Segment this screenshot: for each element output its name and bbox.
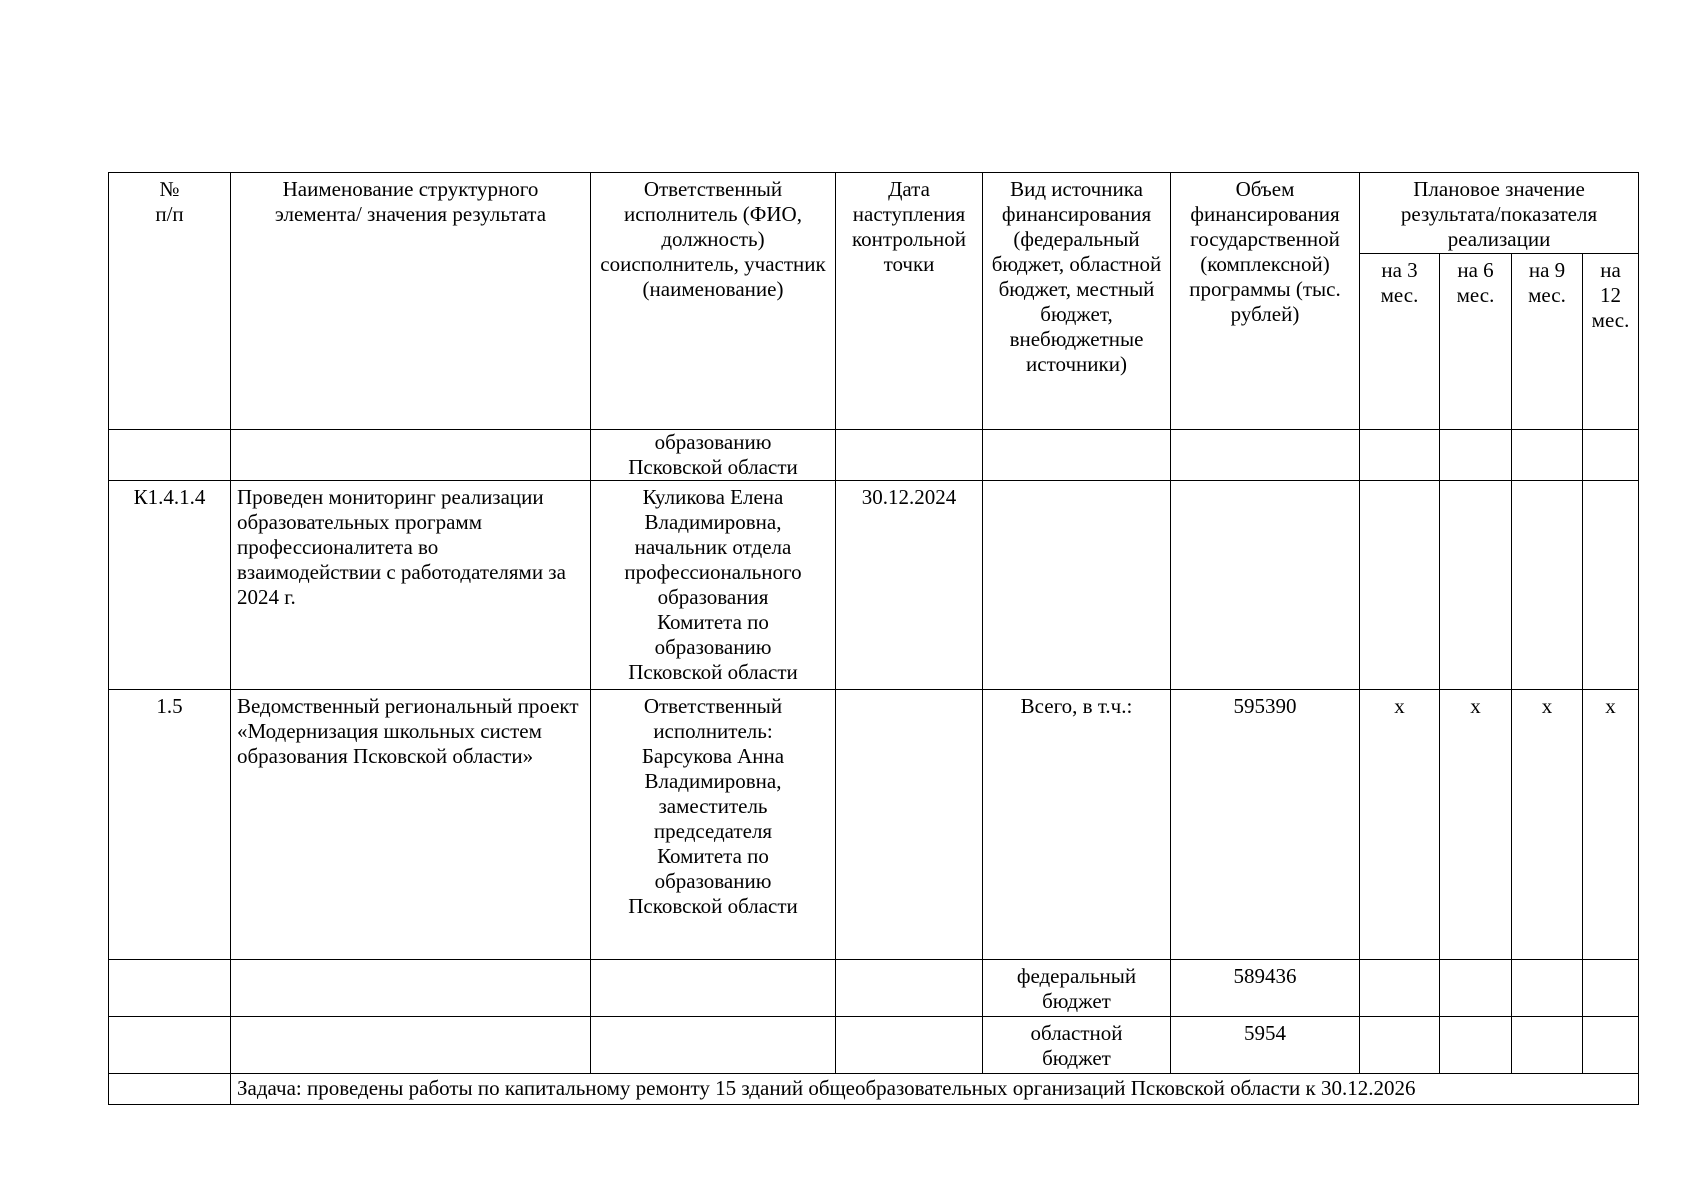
cell-m9 xyxy=(1512,481,1583,690)
cell-volume: 5954 xyxy=(1171,1017,1360,1074)
cell-name xyxy=(231,960,591,1017)
cell-responsible xyxy=(591,1017,836,1074)
cell-m6 xyxy=(1440,1017,1512,1074)
header-name: Наименование структурного элемента/ значения результата xyxy=(231,173,591,430)
header-m6: на 6 мес. xyxy=(1440,254,1512,430)
cell-name: Ведомственный региональный проект «Модернизация школьных систем образования Псковской области» xyxy=(231,690,591,960)
cell-m3 xyxy=(1360,1017,1440,1074)
cell-m3: x xyxy=(1360,690,1440,960)
cell-date xyxy=(836,960,983,1017)
header-m3: на 3 мес. xyxy=(1360,254,1440,430)
cell-source xyxy=(983,481,1171,690)
header-date: Дата наступления контрольной точки xyxy=(836,173,983,430)
cell-m9 xyxy=(1512,1017,1583,1074)
cell-num xyxy=(109,1017,231,1074)
cell-name: Проведен мониторинг реализации образовательных программ профессионалитета во взаимодействии с работодателями за 2024 г. xyxy=(231,481,591,690)
cell-responsible: образованию Псковской области xyxy=(591,430,836,481)
table-row xyxy=(109,960,1639,1017)
header-row xyxy=(109,173,1639,254)
header-m12: на 12 мес. xyxy=(1583,254,1639,430)
cell-source: федеральный бюджет xyxy=(983,960,1171,1017)
cell-num xyxy=(109,960,231,1017)
cell-num xyxy=(109,430,231,481)
header-num: № п/п xyxy=(109,173,231,430)
cell-m3 xyxy=(1360,430,1440,481)
cell-m6: x xyxy=(1440,690,1512,960)
cell-date xyxy=(836,1017,983,1074)
cell-name xyxy=(231,1017,591,1074)
cell-name xyxy=(231,430,591,481)
cell-volume: 589436 xyxy=(1171,960,1360,1017)
table-row xyxy=(109,481,1639,690)
header-source: Вид источника финансирования (федеральный бюджет, областной бюджет, местный бюджет, внебюджетные источники) xyxy=(983,173,1171,430)
cell-date xyxy=(836,690,983,960)
cell-source: областной бюджет xyxy=(983,1017,1171,1074)
cell-date xyxy=(836,430,983,481)
cell-m6 xyxy=(1440,960,1512,1017)
cell-source xyxy=(983,430,1171,481)
cell-m6 xyxy=(1440,481,1512,690)
header-m9: на 9 мес. xyxy=(1512,254,1583,430)
cell-m12 xyxy=(1583,1017,1639,1074)
plan-table xyxy=(108,172,1639,1105)
cell-m12 xyxy=(1583,960,1639,1017)
cell-m3 xyxy=(1360,481,1440,690)
cell-responsible xyxy=(591,960,836,1017)
task-num xyxy=(109,1074,231,1105)
task-row xyxy=(109,1074,1639,1105)
cell-m9 xyxy=(1512,430,1583,481)
cell-responsible: Ответственный исполнитель: Барсукова Анна Владимировна, заместитель председателя Комитета по образованию Псковской области xyxy=(591,690,836,960)
cell-source: Всего, в т.ч.: xyxy=(983,690,1171,960)
table-row xyxy=(109,430,1639,481)
cell-volume: 595390 xyxy=(1171,690,1360,960)
cell-m9 xyxy=(1512,960,1583,1017)
table-row xyxy=(109,1017,1639,1074)
cell-date: 30.12.2024 xyxy=(836,481,983,690)
table-row xyxy=(109,690,1639,960)
cell-num: К1.4.1.4 xyxy=(109,481,231,690)
header-responsible: Ответственный исполнитель (ФИО, должность) соисполнитель, участник (наименование) xyxy=(591,173,836,430)
cell-m12 xyxy=(1583,430,1639,481)
cell-volume xyxy=(1171,430,1360,481)
cell-m3 xyxy=(1360,960,1440,1017)
cell-num: 1.5 xyxy=(109,690,231,960)
task-text: Задача: проведены работы по капитальному ремонту 15 зданий общеобразовательных организаций Псковской области к 30.12.2026 xyxy=(231,1074,1639,1105)
header-planned: Плановое значение результата/показателя реализации xyxy=(1360,173,1639,254)
cell-m12 xyxy=(1583,481,1639,690)
header-volume: Объем финансирования государственной (комплексной) программы (тыс. рублей) xyxy=(1171,173,1360,430)
cell-m6 xyxy=(1440,430,1512,481)
cell-m12: x xyxy=(1583,690,1639,960)
cell-m9: x xyxy=(1512,690,1583,960)
cell-volume xyxy=(1171,481,1360,690)
cell-responsible: Куликова Елена Владимировна, начальник отдела профессионального образования Комитета по образованию Псковской области xyxy=(591,481,836,690)
